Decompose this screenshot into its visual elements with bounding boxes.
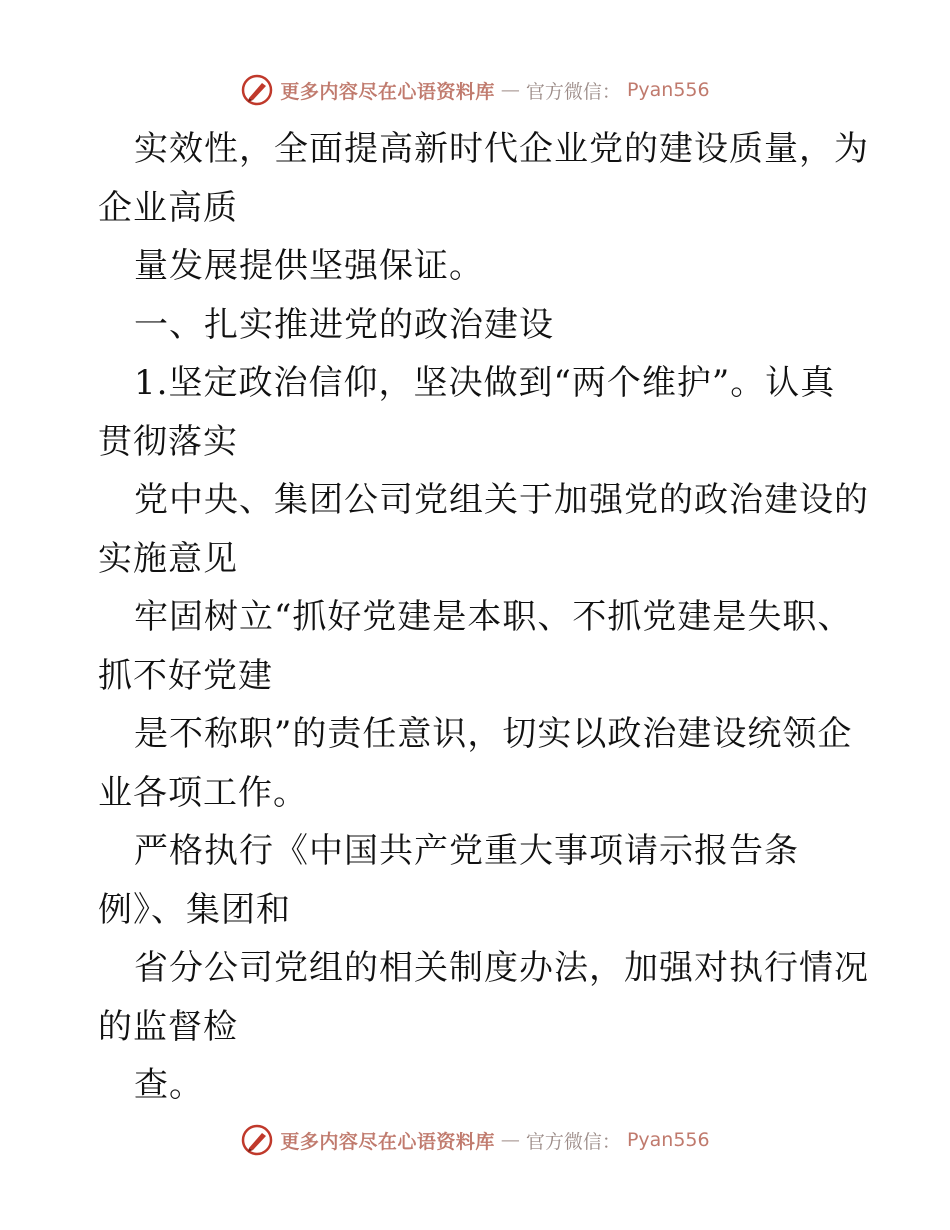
- watermark-separator: —: [500, 79, 520, 101]
- text-line: 例》、集团和: [98, 889, 291, 930]
- text-line: 量发展提供坚强保证。: [134, 246, 484, 286]
- text-line: 的监督检: [98, 1006, 238, 1047]
- text-line: 党中央、集团公司党组关于加强党的政治建设的: [134, 480, 869, 520]
- watermark-contact-label: 官方微信：: [525, 80, 621, 103]
- document-body: [98, 120, 869, 1115]
- text-line: 一、扎实推进党的政治建设: [134, 304, 554, 345]
- watermark-id: Pyan556: [626, 79, 710, 101]
- watermark-separator: —: [500, 1129, 520, 1151]
- text-line: 查。: [134, 1065, 204, 1105]
- text-line: 省分公司党组的相关制度办法，加强对执行情况: [134, 948, 869, 988]
- text-line: 贯彻落实: [98, 421, 238, 462]
- text-line: 是不称职”的责任意识，切实以政治建设统领企: [134, 714, 853, 754]
- text-line: 业各项工作。: [98, 772, 308, 813]
- text-line: 严格执行《中国共产党重大事项请示报告条: [134, 831, 799, 871]
- footer-watermark: [0, 1120, 950, 1160]
- text-line: 实效性，全面提高新时代企业党的建设质量，为: [134, 129, 869, 169]
- pen-logo-icon: [240, 73, 274, 107]
- watermark-text: 更多内容尽在心语资料库: [280, 80, 495, 103]
- watermark-text: 更多内容尽在心语资料库: [280, 1130, 495, 1153]
- text-line: 牢固树立“抓好党建是本职、不抓党建是失职、: [134, 597, 853, 637]
- watermark-contact-label: 官方微信：: [525, 1130, 621, 1153]
- pen-logo-icon: [240, 1123, 274, 1157]
- text-line: 实施意见: [98, 538, 238, 579]
- text-line: 企业高质: [98, 187, 238, 228]
- text-line: 1.坚定政治信仰，坚决做到“两个维护”。认真: [134, 363, 836, 403]
- watermark-id: Pyan556: [626, 1129, 710, 1151]
- header-watermark: [0, 70, 950, 110]
- text-line: 抓不好党建: [98, 655, 273, 696]
